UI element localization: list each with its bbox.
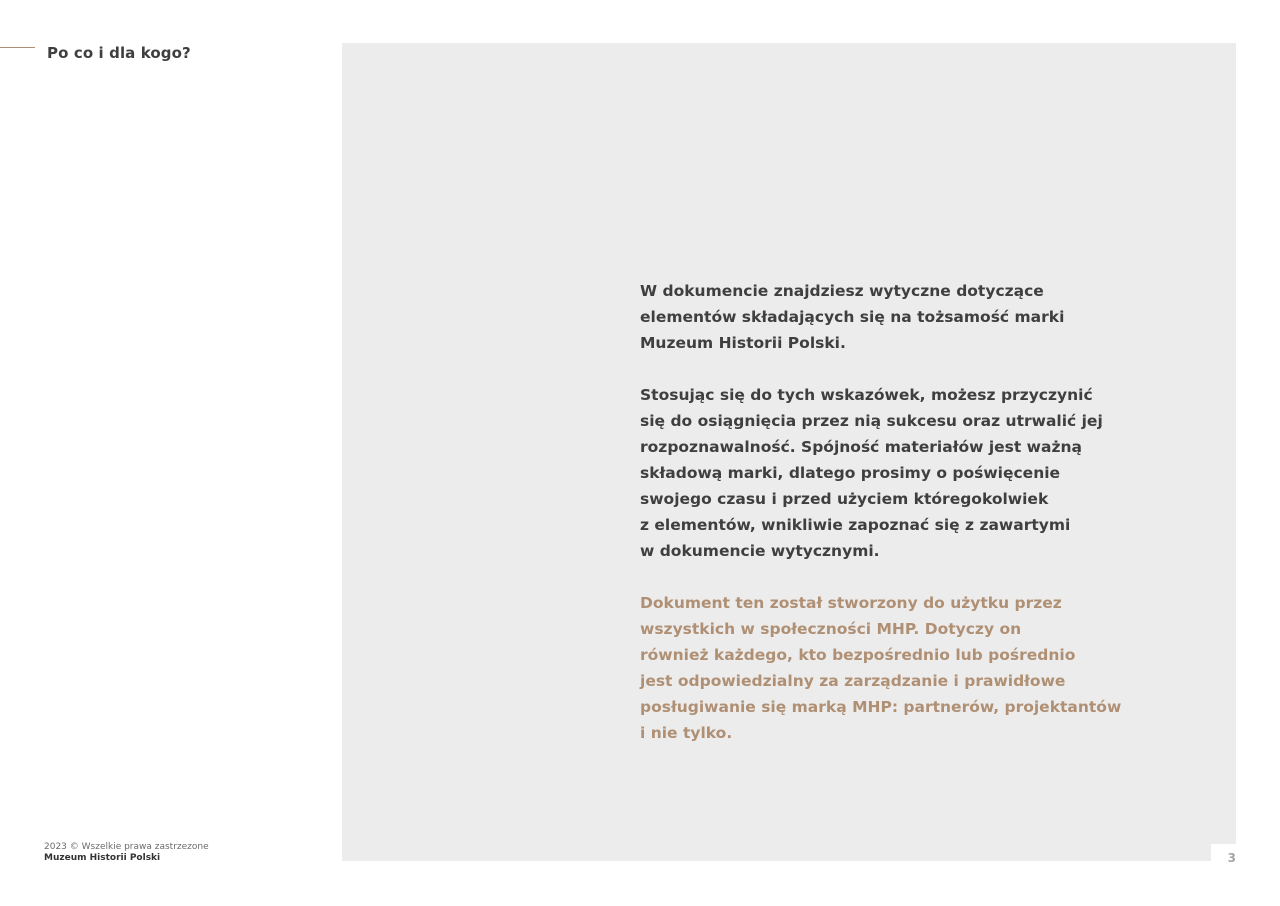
text-block bbox=[640, 278, 1120, 746]
paragraph-audience bbox=[640, 590, 1120, 746]
content-panel bbox=[342, 43, 1236, 861]
paragraph-guidelines bbox=[640, 382, 1120, 564]
footer-organization: Muzeum Historii Polski bbox=[44, 853, 161, 863]
page-number: 3 bbox=[1227, 851, 1236, 865]
page-number-tab bbox=[1211, 844, 1236, 870]
text-line: W dokumencie znajdziesz wytyczne dotyczące bbox=[640, 282, 1044, 300]
text-line: z elementów, wnikliwie zapoznać się z zawartymi bbox=[640, 516, 1071, 534]
section-rule bbox=[0, 47, 35, 48]
text-line: rozpoznawalność. Spójność materiałów jest ważną bbox=[640, 438, 1082, 456]
text-line: również każdego, kto bezpośrednio lub pośrednio bbox=[640, 646, 1076, 664]
text-line: i nie tylko. bbox=[640, 724, 733, 742]
section-title: Po co i dla kogo? bbox=[47, 44, 191, 62]
footer bbox=[44, 842, 209, 864]
text-line: wszystkich w społeczności MHP. Dotyczy on bbox=[640, 620, 1022, 638]
text-line: się do osiągnięcia przez nią sukcesu oraz utrwalić jej bbox=[640, 412, 1103, 430]
text-line: Dokument ten został stworzony do użytku przez bbox=[640, 594, 1062, 612]
text-line: jest odpowiedzialny za zarządzanie i prawidłowe bbox=[640, 672, 1066, 690]
footer-copyright: 2023 © Wszelkie prawa zastrzezone bbox=[44, 842, 209, 852]
text-line: elementów składających się na tożsamość marki bbox=[640, 308, 1065, 326]
text-line: Stosując się do tych wskazówek, możesz przyczynić bbox=[640, 386, 1093, 404]
text-line: składową marki, dlatego prosimy o poświęcenie bbox=[640, 464, 1061, 482]
text-line: Muzeum Historii Polski. bbox=[640, 334, 846, 352]
text-line: swojego czasu i przed użyciem któregokolwiek bbox=[640, 490, 1049, 508]
text-line: w dokumencie wytycznymi. bbox=[640, 542, 880, 560]
paragraph-intro bbox=[640, 278, 1120, 356]
text-line: posługiwanie się marką MHP: partnerów, projektantów bbox=[640, 698, 1122, 716]
